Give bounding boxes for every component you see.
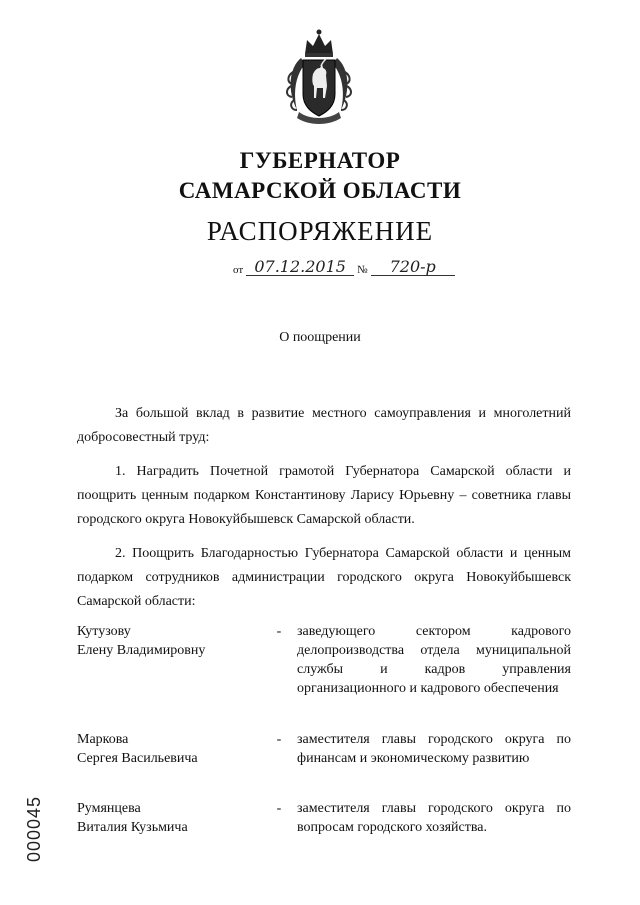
person-given-names: Елену Владимировну <box>77 643 206 658</box>
list-item <box>77 799 571 837</box>
person-position: заведующего сектором кадрового делопроизводства отдела муниципальной службы и кадров управления организационного и кадрового обеспечения <box>297 624 571 696</box>
date-label: от <box>233 264 244 276</box>
list-item <box>77 730 571 768</box>
person-surname: Румянцева <box>77 801 141 816</box>
item-1-paragraph: 1. Наградить Почетной грамотой Губернатора Самарской области и поощрить ценным подарком Константинову Ларису Юрьевну – советника главы городского округа Новокуйбышевск Самарской области. <box>77 464 571 527</box>
list-item <box>77 622 571 698</box>
person-name <box>77 622 267 698</box>
handwritten-date: 07.12.2015 <box>246 259 354 276</box>
separator-dash: - <box>276 801 282 816</box>
awardees-list <box>77 622 571 837</box>
document-type-title: РАСПОРЯЖЕНИЕ <box>206 216 434 246</box>
document-body <box>77 402 571 624</box>
issuer-title-line2: САМАРСКОЙ ОБЛАСТИ <box>178 178 462 203</box>
handwritten-number: 720-р <box>371 259 455 276</box>
person-position: заместителя главы городского округа по финансам и экономическому развитию <box>297 732 571 766</box>
number-label: № <box>357 264 368 276</box>
archive-number-stamp: 000045 <box>24 795 44 862</box>
person-name <box>77 730 267 768</box>
person-position: заместителя главы городского округа по вопросам городского хозяйства. <box>297 801 571 835</box>
document-subject: О поощрении <box>279 330 361 345</box>
person-given-names: Виталия Кузьмича <box>77 820 188 835</box>
person-name <box>77 799 267 837</box>
issuer-title-line1: ГУБЕРНАТОР <box>239 148 401 173</box>
person-surname: Кутузову <box>77 624 131 639</box>
coat-of-arms-icon <box>283 28 355 128</box>
date-number-line <box>230 259 455 276</box>
person-surname: Маркова <box>77 732 129 747</box>
separator-dash: - <box>276 624 282 639</box>
intro-paragraph: За большой вклад в развитие местного самоуправления и многолетний добросовестный труд: <box>77 406 571 445</box>
separator-dash: - <box>276 732 282 747</box>
person-given-names: Сергея Васильевича <box>77 751 198 766</box>
item-2-paragraph: 2. Поощрить Благодарностью Губернатора Самарской области и ценным подарком сотрудников администрации городского округа Новокуйбышевск Самарской области: <box>77 546 571 609</box>
